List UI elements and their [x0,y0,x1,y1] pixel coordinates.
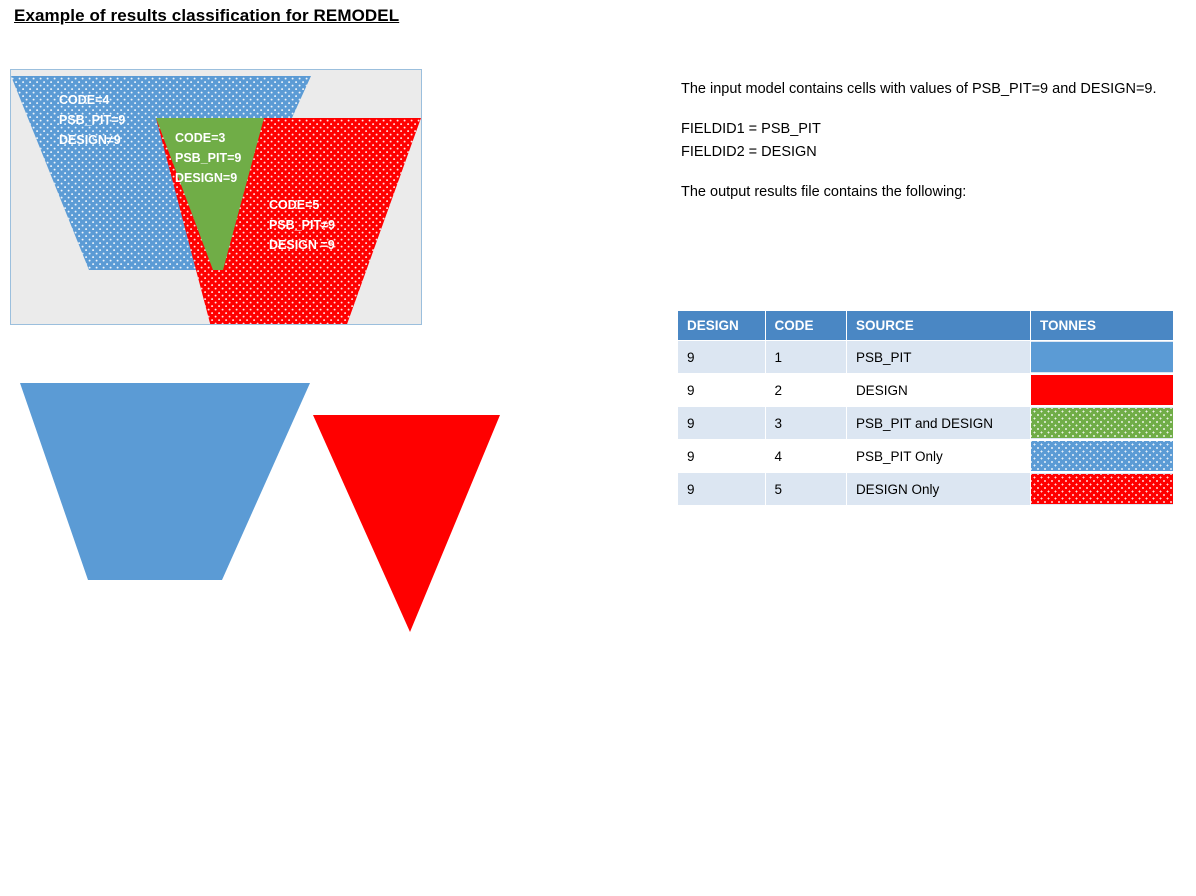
cell-tonnes [1031,341,1174,374]
column-header-tonnes: TONNES [1031,311,1174,341]
cell-source: PSB_PIT and DESIGN [846,407,1030,440]
cell-design: 9 [678,374,766,407]
blue-pit-line1: CODE=4 [59,93,110,107]
table-row [678,374,1174,407]
blue-trap-line2: PSB_PIT=9 [128,825,195,839]
tonnes-swatch-green-dotted [1031,408,1173,438]
cell-source: DESIGN Only [846,473,1030,506]
top-diagram-panel [10,69,422,325]
red-tri-line1: CODE=2 [413,859,464,873]
description-paragraph-1: The input model contains cells with values of PSB_PIT=9 and DESIGN=9. [681,81,1157,97]
cell-source: PSB_PIT [846,341,1030,374]
tonnes-swatch-red-solid [1031,375,1173,405]
cell-tonnes [1031,473,1174,506]
tonnes-swatch-red-dotted [1031,474,1173,504]
results-table [677,310,1174,506]
red-line1: CODE=5 [269,198,320,212]
page-title: Example of results classification for REMODEL [14,6,400,25]
bottom-diagram-svg [10,370,570,632]
top-diagram-svg [11,70,421,324]
blue-trapezoid-shape [20,383,310,580]
cell-design: 9 [678,440,766,473]
cell-tonnes [1031,440,1174,473]
cell-design: 9 [678,341,766,374]
blue-trapezoid-shape-label [128,802,194,842]
blue-pit-line2: PSB_PIT=9 [59,113,126,127]
table-row [678,407,1174,440]
column-header-code: CODE [765,311,846,341]
table-row [678,341,1174,374]
red-line2: PSB_PIT≠9 [269,218,335,232]
cell-code: 3 [765,407,846,440]
table-row [678,440,1174,473]
green-line2: PSB_PIT=9 [175,151,242,165]
red-tri-line2: DESIGN=9 [413,879,476,893]
column-header-source: SOURCE [846,311,1030,341]
description-paragraph-2: The output results file contains the following: [681,184,967,200]
cell-design: 9 [678,407,766,440]
fieldid2-line: FIELDID2 = DESIGN [681,144,817,160]
cell-source: DESIGN [846,374,1030,407]
green-line1: CODE=3 [175,131,226,145]
cell-source: PSB_PIT Only [846,440,1030,473]
table-header-row [678,311,1174,341]
description-block [681,78,1171,221]
tonnes-swatch-blue-dotted [1031,441,1173,471]
cell-code: 2 [765,374,846,407]
green-line3: DESIGN=9 [175,171,238,185]
tonnes-swatch-blue-solid [1031,342,1173,372]
red-triangle-shape [313,415,500,632]
red-triangle-shape-label [413,856,475,896]
bottom-diagram-panel [10,370,570,893]
cell-tonnes [1031,374,1174,407]
cell-code: 1 [765,341,846,374]
cell-design: 9 [678,473,766,506]
cell-code: 5 [765,473,846,506]
red-line3: DESIGN =9 [269,238,335,252]
cell-code: 4 [765,440,846,473]
fieldid1-line: FIELDID1 = PSB_PIT [681,121,821,137]
blue-pit-line3: DESIGN≠9 [59,133,121,147]
blue-trap-line1: CODE=1 [128,805,179,819]
table-row [678,473,1174,506]
column-header-design: DESIGN [678,311,766,341]
cell-tonnes [1031,407,1174,440]
